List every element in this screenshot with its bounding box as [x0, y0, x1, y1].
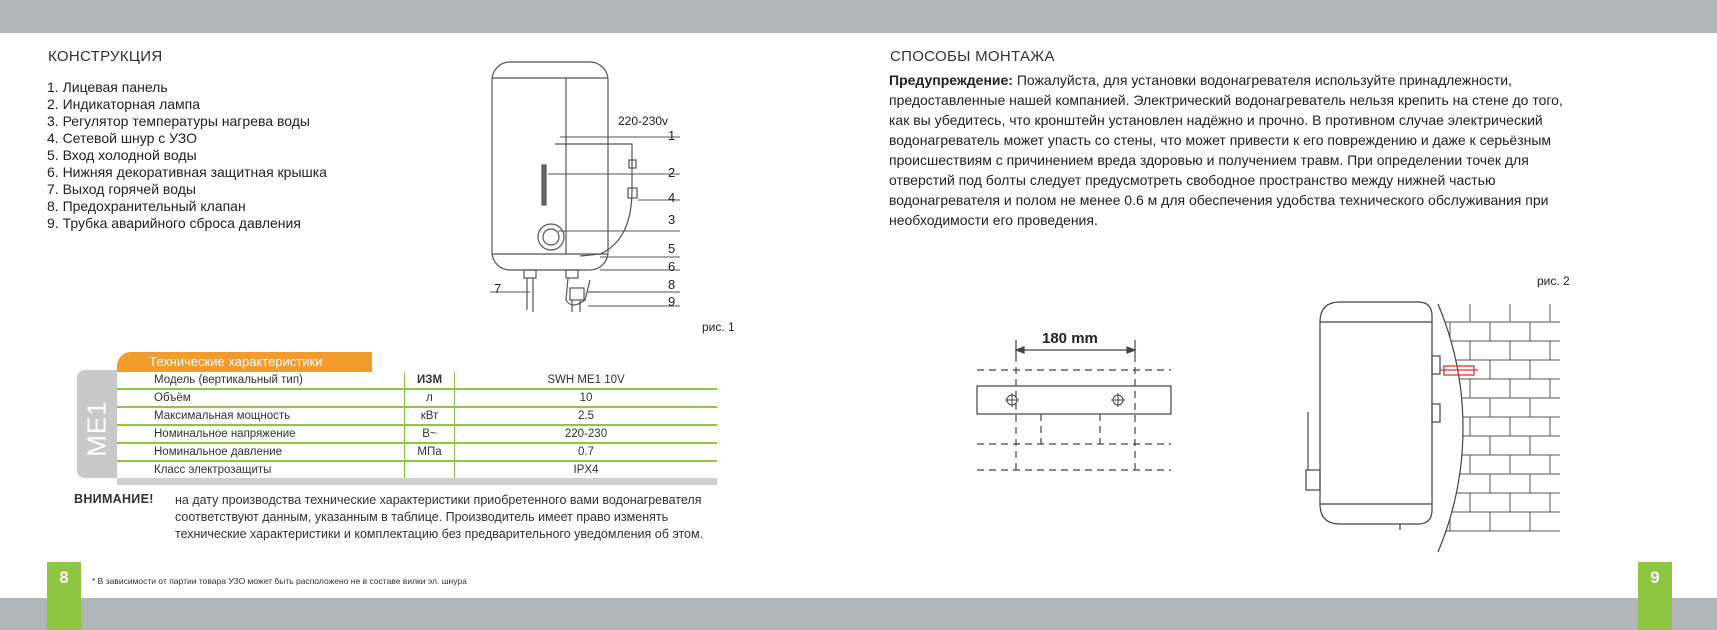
specs-title: Технические характеристики: [117, 352, 372, 372]
bracket-dimension: 180 mm: [1042, 330, 1098, 347]
spec-unit: ИЗМ: [405, 372, 455, 389]
callout-number: 2: [668, 165, 676, 180]
construction-item: 8. Предохранительный клапан: [47, 198, 246, 214]
mounting-line: водонагревателя и полом не менее 0.6 м для обеспечения удобства технического обслуживания при: [889, 192, 1549, 208]
spec-value: 10: [455, 389, 718, 407]
table-row: [117, 443, 717, 461]
spec-value: 0.7: [455, 443, 718, 461]
callout-number: 1: [668, 128, 676, 143]
spec-name: Максимальная мощность: [117, 407, 405, 425]
mounting-line: как вы убедитесь, что кронштейн установлен надёжно и прочно. В противном случае электрический: [889, 112, 1543, 128]
construction-item: 1. Лицевая панель: [47, 79, 168, 95]
figure-1-caption: рис. 1: [702, 320, 735, 334]
table-row: [117, 425, 717, 443]
footnote: * В зависимости от партии товара УЗО может быть расположено не в составе вилки эл. шнура: [92, 576, 467, 586]
mounting-line: необходимости его проведения.: [889, 212, 1098, 228]
mounting-line: [889, 70, 1669, 90]
mounting-first-line: Пожалуйста, для установки водонагревателя используйте принадлежности,: [1012, 72, 1512, 88]
callout-number: 5: [668, 241, 676, 256]
construction-item: 6. Нижняя декоративная защитная крышка: [47, 164, 327, 180]
warning-label: ВНИМАНИЕ!: [74, 492, 154, 506]
construction-item: 2. Индикаторная лампа: [47, 96, 201, 112]
table-row: [117, 372, 717, 389]
construction-item: 5. Вход холодной воды: [47, 147, 197, 163]
model-side-label: ME1: [77, 370, 117, 478]
mounting-line: происшествиям с причинением вреда здоровью и получением травм. При определении точек для: [889, 152, 1529, 168]
warning-line: технические характеристики и комплектацию без предварительного уведомления об этом.: [175, 527, 704, 541]
spec-name: Класс электрозащиты: [117, 461, 405, 482]
callout-number: 8: [668, 277, 676, 292]
mounting-warning-label: Предупреждение:: [889, 72, 1013, 88]
warning-line: на дату производства технические характеристики приобретенного вами водонагревателя: [175, 493, 702, 507]
spec-name: Модель (вертикальный тип): [117, 372, 405, 389]
spec-name: Объём: [117, 389, 405, 407]
callout-number: 7: [494, 281, 502, 296]
mounting-line: отверстий под болты следует предусмотреть свободное пространство между нижней частью: [889, 172, 1496, 188]
warning-line: соответствуют данным, указанным в таблице. Производитель имеет право изменять: [175, 510, 669, 524]
spec-value: 2.5: [455, 407, 718, 425]
spec-unit: [405, 461, 455, 482]
mounting-line: предоставленные нашей компанией. Электрический водонагреватель нельзя крепить на стене до того,: [889, 92, 1563, 108]
spec-unit: МПа: [405, 443, 455, 461]
page-number-right: 9: [1638, 562, 1672, 630]
callout-number: 3: [668, 212, 676, 227]
warning-text: [175, 492, 703, 543]
spec-value: SWH ME1 10V: [455, 372, 718, 389]
construction-item: 4. Сетевой шнур с УЗО: [47, 130, 197, 146]
spec-unit: л: [405, 389, 455, 407]
construction-item: 9. Трубка аварийного сброса давления: [47, 215, 301, 231]
page-number-left: 8: [47, 562, 81, 630]
construction-heading: КОНСТРУКЦИЯ: [48, 48, 163, 65]
table-row: [117, 407, 717, 425]
spec-value: 220-230: [455, 425, 718, 443]
spec-unit: В~: [405, 425, 455, 443]
callout-number: 4: [668, 190, 676, 205]
callout-number: 6: [668, 259, 676, 274]
construction-item: 3. Регулятор температуры нагрева воды: [47, 113, 310, 129]
spec-name: Номинальное давление: [117, 443, 405, 461]
specs-table: [117, 372, 717, 485]
table-row: [117, 389, 717, 407]
table-row: [117, 461, 717, 482]
callout-number: 9: [668, 294, 676, 309]
mounting-heading: СПОСОБЫ МОНТАЖА: [890, 48, 1055, 65]
mounting-paragraph: [889, 70, 1669, 230]
spec-name: Номинальное напряжение: [117, 425, 405, 443]
construction-item: 7. Выход горячей воды: [47, 181, 196, 197]
spec-value: IPX4: [455, 461, 718, 482]
figure-2-caption: рис. 2: [1537, 274, 1570, 288]
spec-unit: кВт: [405, 407, 455, 425]
mounting-line: водонагреватель может упасть со стены, что может привести к его повреждению и даже к серьёзным: [889, 132, 1552, 148]
voltage-label: 220-230v: [618, 114, 669, 128]
